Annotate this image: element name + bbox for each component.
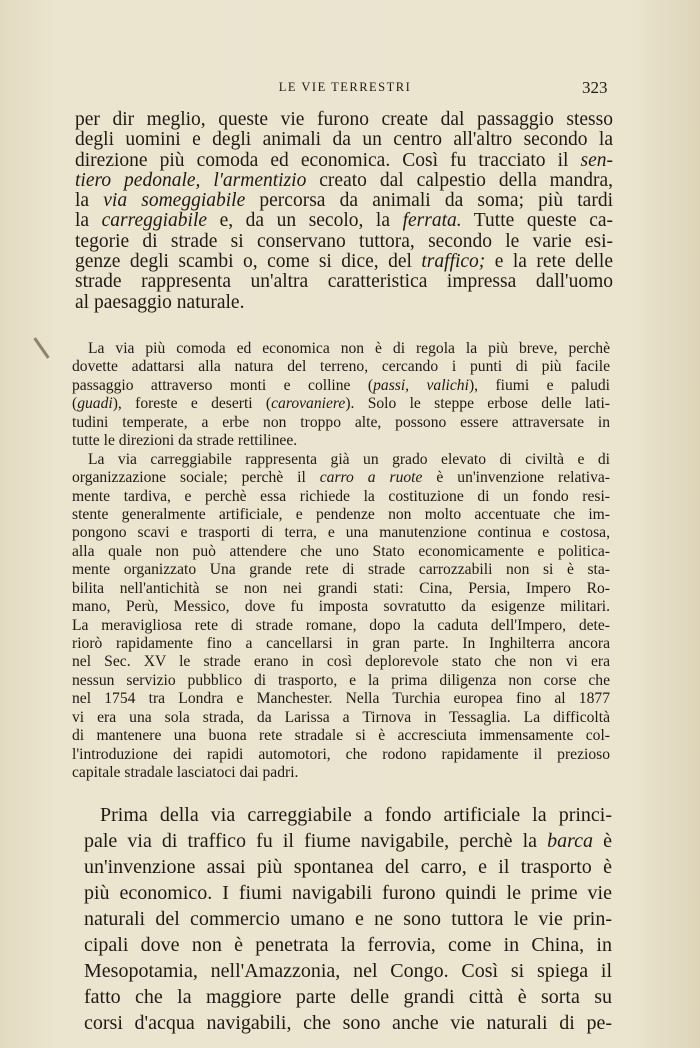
italic-text: sen- — [580, 149, 613, 171]
text-segment: direzione più comoda ed economica. Così fu tracciato il — [75, 149, 581, 171]
text-line — [84, 828, 612, 854]
text-segment: e la rete delle — [485, 251, 613, 273]
text-segment: è un'invenzione relativa- — [422, 469, 610, 487]
text-segment: mano, Perù, Messico, dove fu imposta sovratutto da esigenze militari. — [72, 598, 610, 616]
text-segment: ), fiumi e paludi — [468, 376, 611, 394]
text-segment: passaggio attraverso monti e colline ( — [72, 376, 374, 394]
text-segment: la — [75, 190, 104, 212]
text-line — [75, 232, 613, 252]
text-segment: Tutte queste ca- — [461, 210, 613, 232]
text-segment: bilita nell'antichità se non nei grandi stati: Cina, Persia, Impero Ro- — [72, 579, 610, 597]
text-line — [72, 469, 610, 487]
text-segment: riorò rapidamente fino a cancellarsi in gran parte. In Inghilterra ancora — [72, 635, 610, 652]
text-segment: tudini temperate, a erbe non troppo alte, possono essere attraversate in — [72, 413, 610, 431]
italic-text: via someggiabile — [103, 190, 246, 212]
text-line — [84, 1010, 612, 1036]
text-segment: Mesopotamia, nell'Amazzonia, nel Congo. Così si spiega il — [84, 960, 612, 982]
text-segment: è — [593, 830, 612, 852]
text-segment: genze degli scambi o, come si dice, del — [75, 251, 422, 273]
text-segment: capitale stradale lasciatoci dai padri. — [72, 764, 299, 782]
text-segment: La meravigliosa rete di strade romane, dopo la caduta dell'Impero, dete- — [72, 616, 610, 634]
text-line — [75, 110, 613, 130]
text-line — [72, 764, 610, 782]
text-line — [84, 958, 612, 984]
text-line — [75, 171, 613, 191]
text-segment: al paesaggio naturale. — [75, 291, 245, 313]
text-segment: nessun servizio pubblico di trasporto, e la prima diligenza non corse che — [72, 671, 610, 689]
pencil-mark — [33, 337, 49, 358]
text-segment: ). Solo le steppe erbose delle lati- — [345, 395, 610, 413]
text-segment: naturali del commercio umano e ne sono tuttora le vie prin- — [84, 908, 612, 930]
text-segment: più economico. I fiumi navigabili furono quindi le prime vie — [84, 882, 612, 904]
italic-text: carreggiabile — [101, 210, 208, 232]
text-segment: tegorie di strade si conservano tuttora, secondo le varie esi- — [75, 230, 613, 252]
text-line — [75, 272, 613, 292]
text-line — [72, 561, 610, 579]
text-segment: percorsa da animali da soma; più tardi — [245, 190, 613, 212]
text-line — [72, 653, 610, 671]
text-segment: pongono scavi e trasporti di terra, e una manutenzione continua e costosa, — [72, 524, 610, 542]
text-line — [75, 191, 613, 211]
text-line — [84, 932, 612, 958]
text-line — [72, 358, 610, 376]
italic-text: passi, valichi — [373, 376, 469, 394]
text-segment: stente generalmente artificiale, e pendenze non molto accentuate che im- — [72, 505, 610, 523]
text-line — [72, 690, 610, 708]
text-segment: degli uomini e degli animali da un centro all'altro secondo la — [75, 129, 613, 151]
italic-text: guadi — [77, 395, 113, 413]
text-line — [72, 727, 610, 745]
main-paragraph — [75, 110, 613, 313]
italic-text: traffico; — [421, 251, 486, 273]
text-segment: cipali dove non è penetrata la ferrovia, come in China, in — [84, 934, 612, 956]
text-segment: l'introduzione dei rapidi automotori, che rodono rapidamente il prezioso — [72, 745, 610, 763]
text-segment: e, da un secolo, la — [207, 210, 403, 232]
text-line — [72, 377, 610, 395]
text-segment: alla quale non può attendere che uno Stato economicamente e politica- — [72, 542, 610, 560]
text-segment: la — [75, 210, 102, 232]
small-print-note — [72, 340, 610, 783]
text-segment: mente tardiva, e perchè essa richiede la costituzione di un fondo resi- — [72, 487, 610, 505]
text-segment: creato dal calpestio della mandra, — [306, 169, 614, 191]
text-segment: corsi d'acqua navigabili, che sono anche vie naturali di pe- — [84, 1012, 612, 1034]
text-segment: tutte le direzioni da strade rettilinee. — [72, 432, 298, 450]
text-line — [72, 635, 610, 653]
text-segment: di mantenere una buona rete stradale si è accresciuta immensamente col- — [72, 727, 610, 745]
text-line — [72, 543, 610, 561]
text-line — [72, 598, 610, 616]
text-segment: ( — [72, 395, 78, 413]
bottom-paragraph — [84, 802, 612, 1036]
text-segment: fatto che la maggiore parte delle grandi città è sorta su — [84, 986, 612, 1008]
text-line — [72, 746, 610, 764]
text-segment: ), foreste e deserti ( — [112, 395, 272, 413]
text-line — [72, 414, 610, 432]
text-line — [72, 709, 610, 727]
text-line — [72, 580, 610, 598]
italic-text: barca — [547, 830, 594, 852]
text-segment: Prima della via carreggiabile a fondo artificiale la princi- — [100, 804, 612, 826]
italic-text: carovaniere — [271, 395, 346, 413]
text-line — [72, 488, 610, 506]
italic-text: tiero pedonale, l'armentizio — [75, 169, 307, 191]
text-segment: per dir meglio, queste vie furono create dal passaggio stesso — [75, 109, 613, 130]
text-segment: mente organizzato Una grande rete di strade carrozzabili non si è sta- — [72, 561, 610, 579]
text-line — [72, 395, 610, 413]
text-line — [72, 432, 610, 450]
running-title: LE VIE TERRESTRI — [278, 80, 412, 94]
text-line — [75, 211, 613, 231]
text-line — [72, 617, 610, 635]
text-line — [75, 130, 613, 150]
text-line — [75, 151, 613, 171]
text-segment: strade rappresenta un'altra caratteristica impressa dall'uomo — [75, 271, 613, 293]
text-segment: organizzazione sociale; perchè il — [72, 469, 320, 487]
text-line — [84, 906, 612, 932]
italic-text: carro a ruote — [319, 469, 423, 487]
text-line — [84, 802, 612, 828]
text-line — [84, 854, 612, 880]
text-segment: nel Sec. XV le strade erano in così deplorevole stato che non vi era — [72, 653, 610, 671]
text-line — [75, 252, 613, 272]
text-segment: La via più comoda ed economica non è di regola la più breve, perchè — [88, 340, 610, 357]
text-line — [75, 293, 613, 313]
text-line — [84, 880, 612, 906]
page-header — [0, 78, 700, 100]
italic-text: ferrata. — [402, 210, 462, 232]
text-segment: La via carreggiabile rappresenta già un grado elevato di civiltà e di — [88, 450, 610, 468]
text-line — [72, 340, 610, 358]
text-segment: dovette adattarsi alla natura del terreno, cercando i punti di più facile — [72, 358, 610, 376]
text-segment: vi era una sola strada, da Larissa a Tirnova in Tessaglia. La difficoltà — [72, 708, 610, 726]
text-segment: nel 1754 tra Londra e Manchester. Nella Turchia europea fino al 1877 — [72, 690, 610, 708]
text-line — [72, 524, 610, 542]
text-line — [72, 451, 610, 469]
text-line — [84, 984, 612, 1010]
text-line — [72, 506, 610, 524]
text-line — [72, 672, 610, 690]
page-number: 323 — [582, 78, 608, 97]
text-segment: un'invenzione assai più spontanea del carro, e il trasporto è — [84, 856, 612, 878]
text-segment: pale via di traffico fu il fiume navigabile, perchè la — [84, 830, 548, 852]
